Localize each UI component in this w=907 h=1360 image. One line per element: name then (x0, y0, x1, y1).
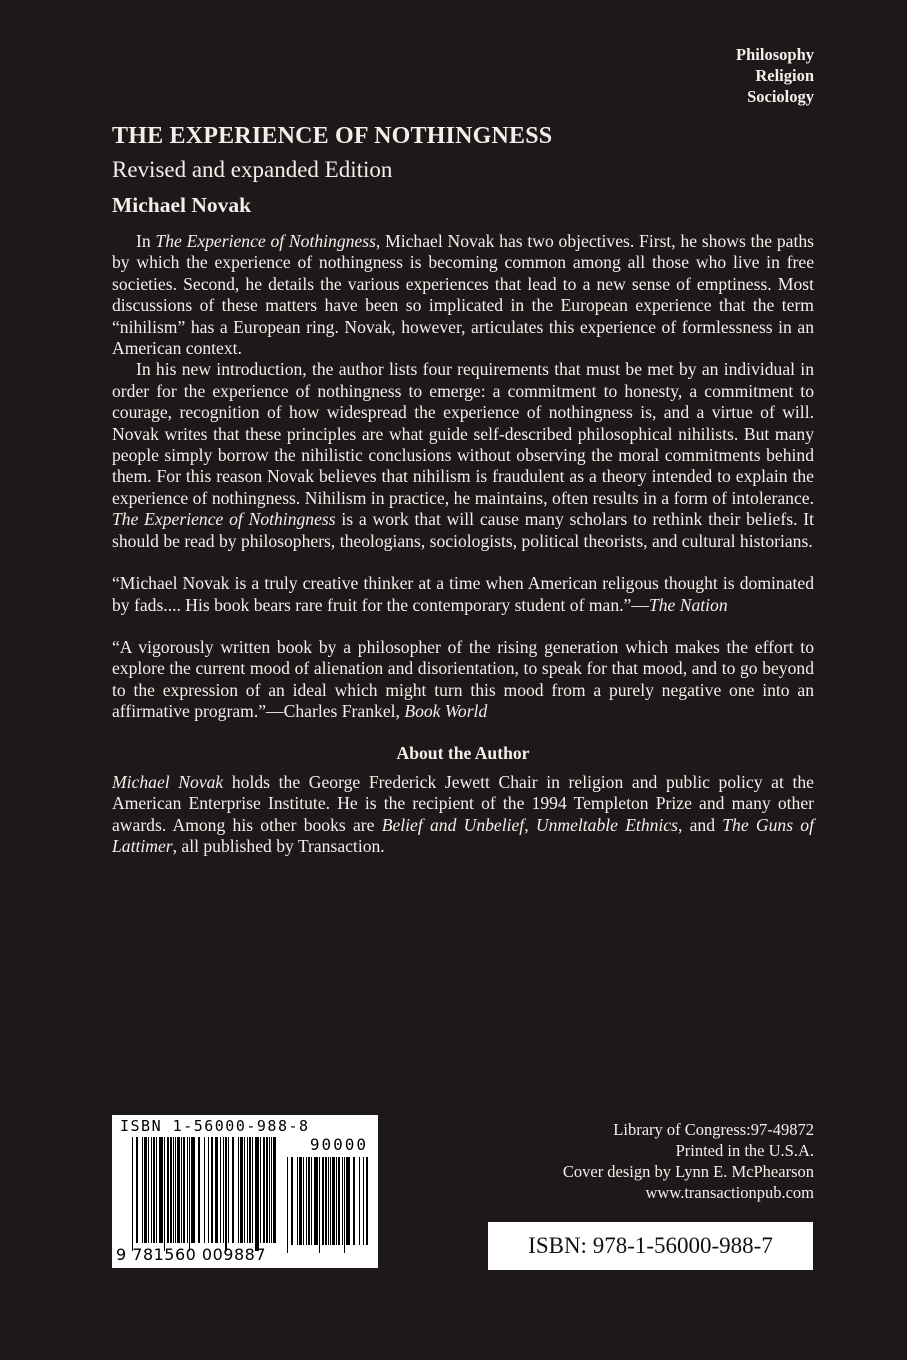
barcode (112, 1115, 378, 1268)
barcode-bar (164, 1137, 165, 1251)
category: Philosophy (736, 45, 814, 64)
book-title: THE EXPERIENCE OF NOTHINGNESS (112, 123, 553, 149)
barcode-bar (191, 1137, 195, 1243)
barcode-bar (153, 1137, 155, 1243)
barcode-bar (151, 1137, 152, 1243)
barcode-bar (211, 1137, 213, 1243)
author-name: Michael Novak (112, 771, 224, 792)
barcode-bar (187, 1137, 188, 1243)
description-paragraph (112, 359, 814, 552)
barcode-bar (330, 1157, 331, 1245)
barcode-bar (308, 1157, 310, 1245)
book-title-italic: The Experience of Nothingness (112, 509, 336, 530)
barcode-bar (225, 1137, 227, 1251)
barcode-bar (232, 1137, 234, 1243)
barcode-bar (170, 1137, 172, 1243)
barcode-bar (325, 1157, 327, 1245)
about-author-heading: About the Author (396, 742, 530, 763)
barcode-digits: 9 781560 009887 (116, 1245, 267, 1264)
category: Religion (755, 66, 814, 85)
barcode-bar (363, 1157, 364, 1245)
barcode-bar (238, 1137, 239, 1243)
barcode-bar (177, 1137, 180, 1243)
text: “A vigorously written book by a philosopher of the rising generation which makes the effort to explore the current mood of alienation and disorientation, to speak for that mood, and to go beyond to the expression of an ideal which might turn this mood from a purely negative one into an affirmative program.”—Charles Frankel, (112, 636, 814, 722)
barcode-bar (306, 1157, 307, 1245)
barcode-bar (220, 1137, 221, 1243)
barcode-bar (260, 1137, 261, 1243)
barcode-bar (311, 1157, 312, 1245)
text: “Michael Novak is a truly creative thinker at a time when American religous thought is dominated by fads.... His book bears rare fruit for the contemporary student of man.”— (112, 573, 814, 615)
about-author-paragraph (112, 772, 814, 858)
printed-in: Printed in the U.S.A. (675, 1141, 814, 1160)
barcode-bar (148, 1137, 149, 1243)
text: , (524, 814, 536, 835)
isbn13-label: ISBN: 978-1-56000-988-7 (488, 1222, 813, 1270)
barcode-bar (342, 1157, 343, 1245)
barcode-bar (136, 1137, 138, 1243)
library-of-congress: Library of Congress:97-49872 (613, 1120, 814, 1139)
barcode-bar (271, 1137, 272, 1243)
barcode-bar (198, 1137, 200, 1243)
source: The Nation (648, 594, 728, 615)
book-subtitle: Revised and expanded Edition (112, 157, 393, 182)
source: Book World (404, 701, 488, 722)
barcode-bar (344, 1157, 345, 1253)
barcode-bar (142, 1137, 143, 1243)
barcode-bar (244, 1137, 245, 1243)
barcode-bar (144, 1137, 147, 1243)
barcode-isbn10: ISBN 1-56000-988-8 (120, 1117, 310, 1135)
barcode-bar (299, 1157, 302, 1245)
subject-categories (736, 44, 814, 107)
barcode-bar (228, 1137, 229, 1243)
text: , all published by Transaction. (172, 836, 385, 857)
book-author: Michael Novak (112, 193, 252, 217)
barcode-bar (249, 1137, 251, 1243)
text: , Michael Novak has two objectives. First, he shows the paths by which the experience of nothingness is becoming common among all those who live in free societies. Second, he details the various experiences that lead to a new sense of emptiness. Most discussions of these matters have been so implicated in the European experience that the term “nihilism” has a European ring. Novak, however, articulates this experience of formlessness in an American context. (112, 231, 814, 359)
barcode-bar (183, 1137, 185, 1243)
review-quote (112, 637, 814, 723)
barcode-bar (204, 1137, 205, 1243)
barcode-bar (332, 1157, 335, 1245)
barcode-bar (255, 1137, 259, 1251)
barcode-bar (346, 1157, 350, 1245)
barcode-bar (303, 1157, 304, 1245)
barcode-bar (297, 1157, 298, 1245)
barcode-bar (263, 1137, 265, 1243)
barcode-bar (159, 1137, 163, 1243)
barcode-bar (273, 1137, 276, 1243)
barcode-bar (314, 1157, 318, 1245)
barcode-bar (132, 1137, 133, 1251)
barcode-bar (247, 1137, 248, 1243)
barcode-bar (322, 1157, 324, 1245)
barcode-bar (336, 1157, 337, 1245)
barcode-bar (240, 1137, 243, 1243)
text: In his new introduction, the author lists four requirements that must be met by an individual in order for the experience of nothingness to emerge: a commitment to honesty, a commitment to courage, recognition of how widespread the experience of nothingness is, and a virtue of will. Novak writes that these principles are what guide self-described philosophical nihilists. But many people simply borrow the nihilistic conclusions without observing the moral commitments behind them. For this reason Novak believes that nihilism is fraudulent as a theory intended to explain the experience of nothingness. Nihilism in practice, he maintains, often results in a form of intolerance. (112, 359, 814, 508)
barcode-bar (175, 1137, 176, 1243)
barcode-bar (353, 1157, 355, 1245)
barcode-bar (167, 1137, 169, 1243)
barcode-bar (181, 1137, 182, 1243)
text: , and (677, 814, 723, 835)
barcode-bar (223, 1137, 224, 1243)
book-title-italic: The Guns of Lattimer (112, 814, 814, 857)
blurb (112, 231, 814, 858)
text: holds the George Frederick Jewett Chair in religion and public policy at the American Enterprise Institute. He is the recipient of the 1994 Templeton Prize and many other awards. Among his other books are (112, 771, 814, 835)
barcode-bar (291, 1157, 293, 1245)
barcode-bar (215, 1137, 218, 1243)
barcode-bar (338, 1157, 340, 1245)
text: is a work that will cause many scholars to rethink their beliefs. It should be read by philosophers, theologians, sociologists, political theorists, and cultural historians. (112, 509, 815, 551)
barcode-bar (366, 1157, 368, 1245)
review-quote (112, 573, 814, 616)
website: www.transactionpub.com (645, 1183, 814, 1202)
barcode-bar (328, 1157, 329, 1245)
barcode-bar (269, 1137, 270, 1243)
barcode-addon: 90000 (309, 1135, 368, 1154)
book-title-italic: The Experience of Nothingness (155, 231, 376, 251)
barcode-bar (319, 1157, 320, 1253)
book-title-italic: Unmeltable Ethnics (535, 814, 678, 835)
category: Sociology (747, 87, 814, 106)
barcode-bar (156, 1137, 157, 1243)
barcode-bar (359, 1157, 360, 1245)
barcode-bar (266, 1137, 268, 1243)
cover-design: Cover design by Lynn E. McPhearson (562, 1162, 814, 1181)
description-paragraph (112, 231, 814, 359)
barcode-bar (287, 1157, 288, 1253)
barcode-bar (208, 1137, 209, 1243)
text: In (136, 231, 156, 251)
barcode-bar (173, 1137, 174, 1243)
barcode-bar (189, 1137, 190, 1251)
barcode-bar (252, 1137, 253, 1243)
book-title-italic: Belief and Unbelief (381, 814, 525, 835)
imprint (563, 1119, 814, 1203)
